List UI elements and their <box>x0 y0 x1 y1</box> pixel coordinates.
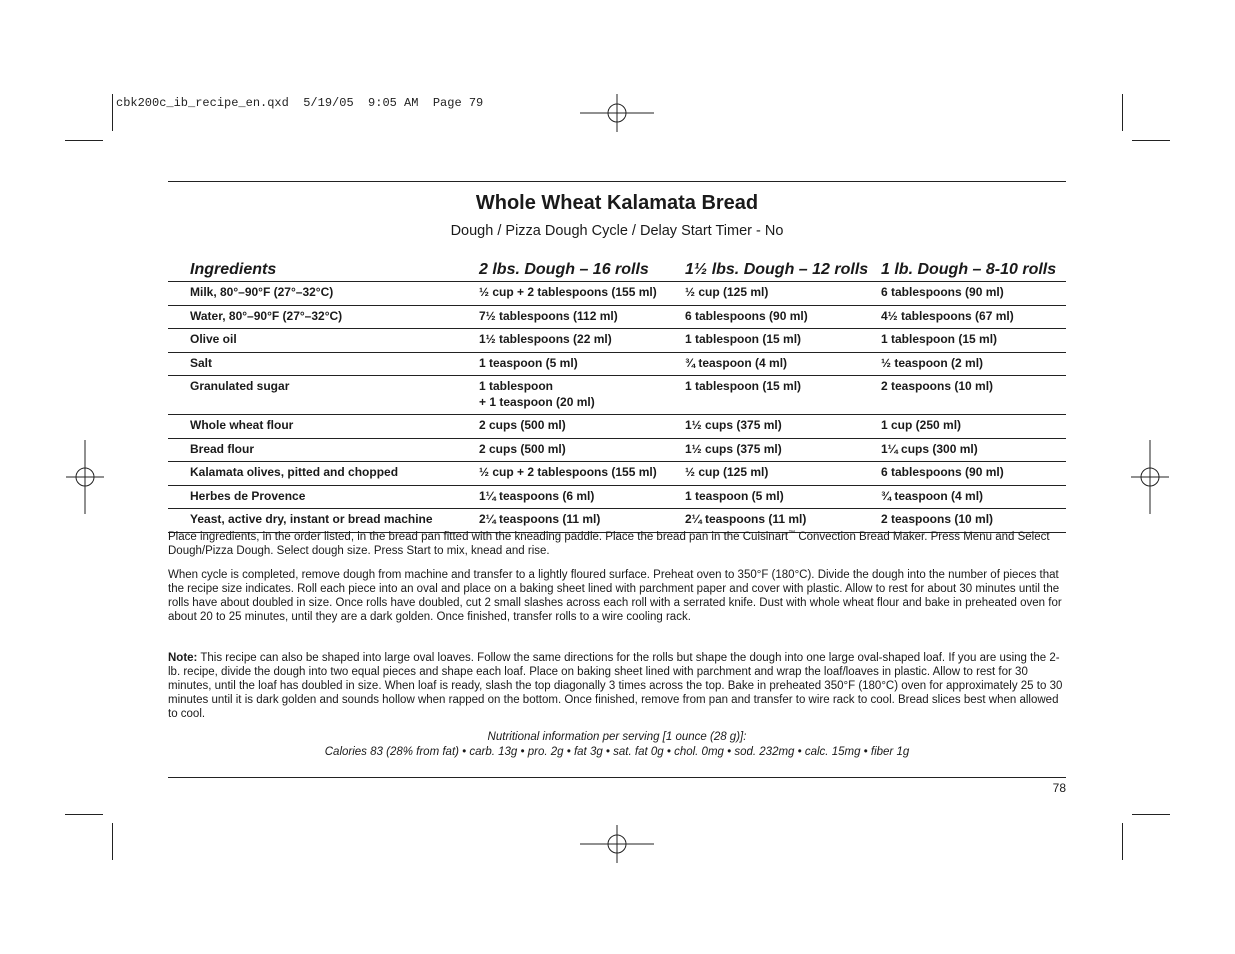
table-row <box>168 376 1066 415</box>
ingredient-name: Granulated sugar <box>168 376 479 415</box>
ingredient-name: Olive oil <box>168 329 479 353</box>
header-1lb: 1 lb. Dough – 8-10 rolls <box>881 258 1066 282</box>
amount-1lb: ¾ teaspoon (4 ml) <box>881 485 1066 509</box>
amount-2lb: 1½ tablespoons (22 ml) <box>479 329 685 353</box>
amount-2lb: ½ cup + 2 tablespoons (155 ml) <box>479 462 685 486</box>
table-row <box>168 462 1066 486</box>
registration-mark-left <box>48 440 122 514</box>
amount-1-5lb: 1½ cups (375 ml) <box>685 415 881 439</box>
page-number: 78 <box>1052 781 1066 795</box>
amount-1-5lb: ½ cup (125 ml) <box>685 282 881 306</box>
amount-1lb: 1 cup (250 ml) <box>881 415 1066 439</box>
recipe-title: Whole Wheat Kalamata Bread <box>475 192 759 214</box>
amount-2lb: ½ cup + 2 tablespoons (155 ml) <box>479 282 685 306</box>
note-paragraph <box>168 651 1068 721</box>
instructions-text-1b: Convection Bread Maker. Press Menu and Select Dough/Pizza Dough. Select dough size. Press Start to mix, knead and rise. <box>168 530 1050 557</box>
ingredient-name: Kalamata olives, pitted and chopped <box>168 462 479 486</box>
amount-2lb: 2 cups (500 ml) <box>479 438 685 462</box>
amount-1lb: 6 tablespoons (90 ml) <box>881 282 1066 306</box>
amount-1lb: 2 teaspoons (10 ml) <box>881 509 1066 533</box>
amount-1-5lb: 1½ cups (375 ml) <box>685 438 881 462</box>
amount-1-5lb: 2¼ teaspoons (11 ml) <box>685 509 881 533</box>
nutrition-heading: Nutritional information per serving [1 ounce (28 g)]: <box>487 731 747 743</box>
amount-2lb: 1¼ teaspoons (6 ml) <box>479 485 685 509</box>
ingredient-name: Yeast, active dry, instant or bread machine <box>168 509 479 533</box>
header-2lb: 2 lbs. Dough – 16 rolls <box>479 258 685 282</box>
amount-1-5lb: 1 teaspoon (5 ml) <box>685 485 881 509</box>
amount-1lb: 1 tablespoon (15 ml) <box>881 329 1066 353</box>
amount-1-5lb: 6 tablespoons (90 ml) <box>685 305 881 329</box>
amount-2lb: 2¼ teaspoons (11 ml) <box>479 509 685 533</box>
header-1-5lb: 1½ lbs. Dough – 12 rolls <box>685 258 881 282</box>
note-label: Note: <box>168 652 198 664</box>
recipe-subtitle: Dough / Pizza Dough Cycle / Delay Start Timer - No <box>450 223 784 239</box>
ingredient-name: Herbes de Provence <box>168 485 479 509</box>
amount-1lb: 2 teaspoons (10 ml) <box>881 376 1066 415</box>
table-row <box>168 352 1066 376</box>
amount-1lb: 1¼ cups (300 ml) <box>881 438 1066 462</box>
table-row <box>168 415 1066 439</box>
amount-2lb: 2 cups (500 ml) <box>479 415 685 439</box>
ingredients-table <box>168 258 1066 533</box>
amount-1-5lb: 1 tablespoon (15 ml) <box>685 376 881 415</box>
ingredient-name: Bread flour <box>168 438 479 462</box>
ingredient-name: Water, 80°–90°F (27°–32°C) <box>168 305 479 329</box>
amount-1-5lb: ½ cup (125 ml) <box>685 462 881 486</box>
header-ingredients: Ingredients <box>168 258 479 282</box>
registration-mark-top <box>580 76 654 150</box>
top-rule <box>168 181 1066 182</box>
table-row <box>168 438 1066 462</box>
nutrition-info <box>168 730 1066 760</box>
ingredient-name: Salt <box>168 352 479 376</box>
amount-1-5lb: ¾ teaspoon (4 ml) <box>685 352 881 376</box>
amount-1lb: 6 tablespoons (90 ml) <box>881 462 1066 486</box>
registration-mark-bottom <box>580 807 654 881</box>
registration-mark-right <box>1113 440 1187 514</box>
table-row <box>168 282 1066 306</box>
note-text: This recipe can also be shaped into large oval loaves. Follow the same directions for the rolls but shape the dough into one large oval-shaped loaf. If you are using the 2-lb. recipe, divide the dough into two equal pieces and shape each loaf. Place on baking sheet lined with parchment and wrap the loaf/loaves in plastic. Allow to rest for 30 minutes, until the loaf has doubled in size. When loaf is ready, slash the top diagonally 3 times across the top. Bake in preheated 350°F (180°C) oven for approximately 25 to 30 minutes until it is dark golden and sounds hollow when rapped on the bottom. Once finished, remove from pan and transfer to wire rack to cool. Bread slices best when allowed to cool. <box>168 652 1063 720</box>
ingredient-name: Whole wheat flour <box>168 415 479 439</box>
amount-1lb: ½ teaspoon (2 ml) <box>881 352 1066 376</box>
amount-2lb: 7½ tablespoons (112 ml) <box>479 305 685 329</box>
bottom-rule <box>168 777 1066 778</box>
table-row <box>168 329 1066 353</box>
table-row <box>168 485 1066 509</box>
instructions-paragraph-2: When cycle is completed, remove dough from machine and transfer to a lightly floured surface. Preheat oven to 350°F (180°C). Divide the dough into the number of pieces that the recipe size indicates. Roll each piece into an oval and place on a baking sheet lined with parchment paper and cover with plastic. Allow to rest for about 30 minutes until the rolls have about doubled in size. Once rolls have doubled, cut 2 small slashes across each roll with a serrated knife. Dust with whole wheat flour and bake in preheated oven for about 20 to 25 minutes, until they are a dark golden. Once finished, transfer rolls to a wire cooling rack. <box>168 569 1062 623</box>
printer-slug: cbk200c_ib_recipe_en.qxd 5/19/05 9:05 AM Page 79 <box>116 96 484 110</box>
table-header-row <box>168 258 1066 282</box>
ingredient-name: Milk, 80°–90°F (27°–32°C) <box>168 282 479 306</box>
amount-2lb: 1 teaspoon (5 ml) <box>479 352 685 376</box>
table-row <box>168 305 1066 329</box>
nutrition-line: Calories 83 (28% from fat) • carb. 13g • pro. 2g • fat 3g • sat. fat 0g • chol. 0mg • sod. 232mg • calc. 15mg • fiber 1g <box>324 746 910 758</box>
trademark-symbol: ™ <box>788 530 796 537</box>
instructions-text-1a: Place ingredients, in the order listed, in the bread pan fitted with the kneading paddle. Place the bread pan in the Cuisinart <box>168 530 789 543</box>
amount-2lb: 1 tablespoon + 1 teaspoon (20 ml) <box>479 376 685 415</box>
amount-1-5lb: 1 tablespoon (15 ml) <box>685 329 881 353</box>
amount-1lb: 4½ tablespoons (67 ml) <box>881 305 1066 329</box>
instructions-paragraph-1 <box>168 527 1068 558</box>
